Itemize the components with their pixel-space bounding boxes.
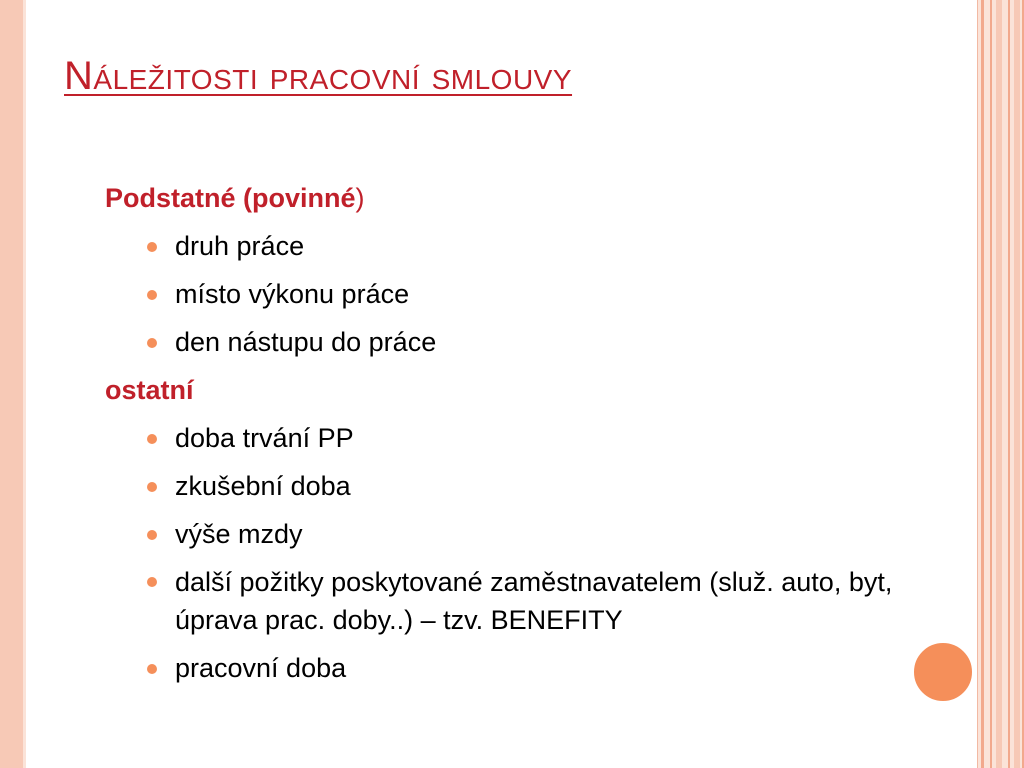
list-item — [105, 318, 965, 366]
stripe — [981, 0, 984, 768]
slide-title: Náležitosti pracovní smlouvy — [64, 54, 573, 98]
right-decorative-stripes — [978, 0, 1024, 768]
list-item — [105, 222, 965, 270]
left-border-strip — [0, 0, 26, 768]
stripe — [1008, 0, 1010, 768]
bullet-icon — [147, 482, 157, 492]
other-list — [105, 414, 965, 692]
section-heading-mandatory — [105, 174, 965, 222]
list-item-text: den nástupu do práce — [175, 327, 437, 357]
list-item-text: místo výkonu práce — [175, 279, 410, 309]
mandatory-list — [105, 222, 965, 366]
list-item-text: výše mzdy — [175, 519, 303, 549]
list-item-text: pracovní doba — [175, 653, 347, 683]
list-item — [105, 414, 965, 462]
list-item-text: druh práce — [175, 231, 305, 261]
list-item — [105, 558, 965, 644]
bullet-icon — [147, 338, 157, 348]
bullet-icon — [147, 664, 157, 674]
list-item — [105, 462, 965, 510]
bullet-icon — [147, 290, 157, 300]
section-heading-text: ostatní — [105, 375, 194, 405]
list-item — [105, 270, 965, 318]
section-heading-text: Podstatné (povinné — [105, 183, 356, 213]
section-heading-other — [105, 366, 965, 414]
stripe — [990, 0, 992, 768]
stripe — [996, 0, 1002, 768]
bullet-icon — [147, 530, 157, 540]
list-item — [105, 644, 965, 692]
section-heading-paren: ) — [355, 183, 365, 213]
bullet-icon — [147, 242, 157, 252]
list-item-text: další požitky poskytované zaměstnavatelem (služ. auto, byt, úprava prac. doby..) – tzv. BENEFITY — [175, 567, 893, 635]
bullet-icon — [147, 434, 157, 444]
list-item — [105, 510, 965, 558]
list-item-text: doba trvání PP — [175, 423, 354, 453]
list-item-text: zkušební doba — [175, 471, 351, 501]
slide-content — [105, 174, 965, 692]
bullet-icon — [147, 577, 157, 587]
stripe — [1014, 0, 1020, 768]
